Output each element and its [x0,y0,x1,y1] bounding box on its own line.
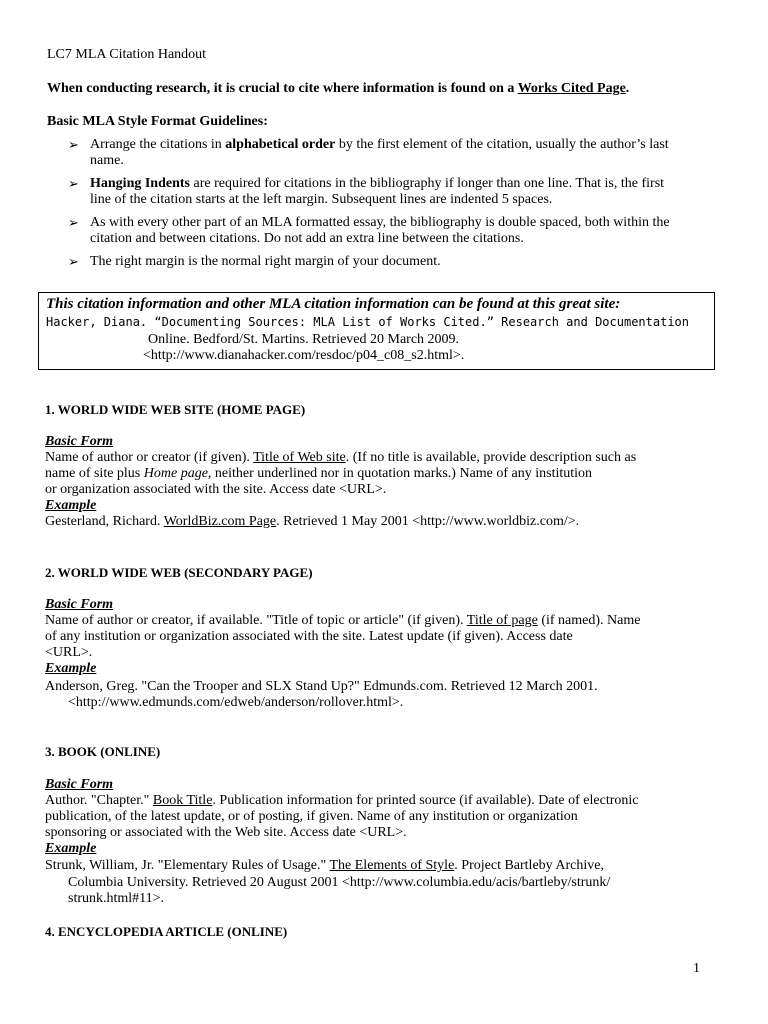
document-title: LC7 MLA Citation Handout [47,47,207,62]
page-number: 1 [693,961,700,976]
source-citation-line1: Hacker, Diana. “Documenting Sources: MLA List of Works Cited.” Research and Documentation [46,315,689,329]
arrow-bullet-icon: ➢ [68,254,79,269]
guidelines-heading: Basic MLA Style Format Guidelines: [47,114,268,129]
section-1-example [45,514,579,530]
section-2-basic-line3: <URL>. [45,645,93,660]
arrow-bullet-icon: ➢ [68,176,79,191]
guideline-2-line2: line of the citation starts at the left margin. Subsequent lines are indented 5 spaces. [90,192,553,207]
works-cited-link: Works Cited Page [517,81,626,96]
section-2-example-line2: <http://www.edmunds.com/edweb/anderson/rollover.html>. [68,695,404,710]
intro-paragraph [47,81,629,97]
source-box-heading: This citation information and other MLA citation information can be found at this great site: [46,296,621,312]
text: Gesterland, Richard. [45,514,164,529]
guideline-3-line2: citation and between citations. Do not add an extra line between the citations. [90,231,524,246]
guideline-1-line2: name. [90,153,124,168]
section-3-basic-line2: publication, of the latest update, or of posting, if given. Name of any institution or organization [45,809,578,824]
example-title: WorldBiz.com Page [163,514,277,529]
arrow-bullet-icon: ➢ [68,215,79,230]
alphabetical-order-emphasis: alphabetical order [225,137,336,152]
section-1-basic-line2 [45,466,592,482]
intro-period: . [625,81,630,96]
the-elements-of-style: The Elements of Style [329,858,455,873]
text: Strunk, William, Jr. "Elementary Rules of Usage." [45,858,330,873]
book-title: Book Title [152,793,213,808]
arrow-bullet-icon: ➢ [68,137,79,152]
section-3-basic-form-label: Basic Form [45,777,114,792]
section-1-heading: 1. WORLD WIDE WEB SITE (HOME PAGE) [45,402,306,417]
section-4-heading: 4. ENCYCLOPEDIA ARTICLE (ONLINE) [45,924,288,939]
text: Author. "Chapter." [45,793,153,808]
title-of-web-site: Title of Web site [253,450,346,465]
source-citation-line2: Online. Bedford/St. Martins. Retrieved 20 March 2009. [148,332,460,347]
section-1-basic-line1 [45,450,636,466]
section-3-example-line2: Columbia University. Retrieved 20 August 2001 <http://www.columbia.edu/acis/bartleby/strunk/ [68,875,611,890]
text: . Project Bartleby Archive, [454,858,604,873]
text: . (If no title is available, provide description such as [345,450,637,465]
section-3-example-line3: strunk.html#11>. [68,891,165,906]
text: Name of author or creator (if given). [45,450,254,465]
section-2-example-line1: Anderson, Greg. "Can the Trooper and SLX Stand Up?" Edmunds.com. Retrieved 12 March 2001. [45,679,598,694]
section-3-example-line1 [45,858,604,874]
section-1-basic-form-label: Basic Form [45,434,114,449]
section-3-heading: 3. BOOK (ONLINE) [45,744,161,759]
title-of-page: Title of page [466,613,538,628]
section-2-example-label: Example [45,661,97,676]
source-citation-url: <http://www.dianahacker.com/resdoc/p04_c08_s2.html>. [143,348,465,363]
text: (if named). Name [537,613,641,628]
section-2-basic-form-label: Basic Form [45,597,114,612]
text: Name of author or creator, if available. "Title of topic or article" (if given). [45,613,467,628]
home-page-italic: Home page, [143,466,212,481]
text: name of site plus [45,466,144,481]
guideline-4: The right margin is the normal right margin of your document. [90,254,441,269]
section-2-heading: 2. WORLD WIDE WEB (SECONDARY PAGE) [45,565,313,580]
hanging-indents-emphasis: Hanging Indents [90,176,190,191]
guideline-3-line1: As with every other part of an MLA formatted essay, the bibliography is double spaced, both within the [90,215,670,230]
section-3-basic-line3: sponsoring or associated with the Web site. Access date <URL>. [45,825,407,840]
intro-text: When conducting research, it is crucial to cite where information is found on a [47,81,518,96]
section-1-example-label: Example [45,498,97,513]
guideline-1-text-cont: by the first element of the citation, usually the author’s last [335,137,669,152]
section-2-basic-line1 [45,613,640,629]
guideline-2-text: are required for citations in the bibliography if longer than one line. That is, the first [189,176,665,191]
guideline-1-text: Arrange the citations in [90,137,226,152]
section-3-basic-line1 [45,793,638,809]
section-2-basic-line2: of any institution or organization associated with the site. Latest update (if given). Access date [45,629,573,644]
guideline-2-line1 [90,176,664,192]
text: . Retrieved 1 May 2001 <http://www.worldbiz.com/>. [276,514,580,529]
section-3-example-label: Example [45,841,97,856]
section-1-basic-line3: or organization associated with the site. Access date <URL>. [45,482,387,497]
text: neither underlined nor in quotation marks.) Name of any institution [211,466,593,481]
guideline-1-line1 [90,137,669,153]
text: . Publication information for printed source (if available). Date of electronic [212,793,639,808]
